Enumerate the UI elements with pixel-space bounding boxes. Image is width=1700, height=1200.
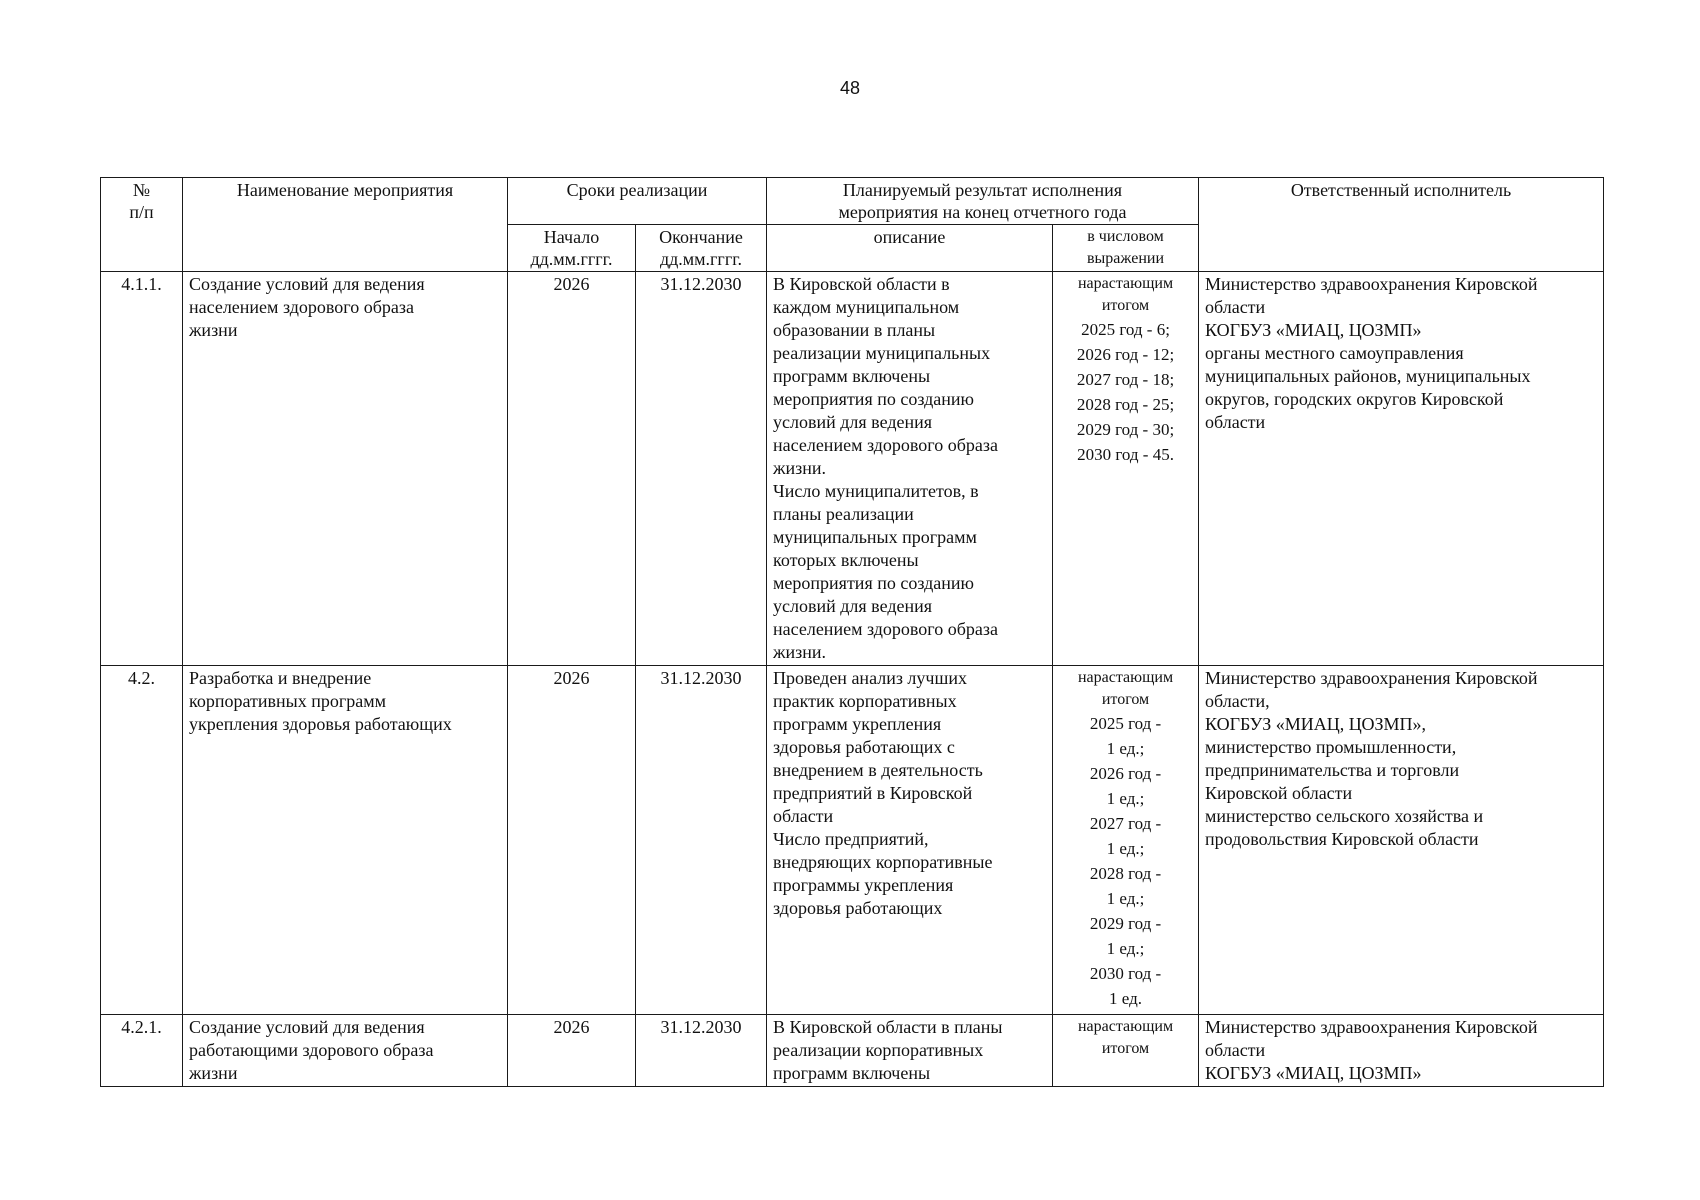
header-row-main: [101, 178, 1604, 225]
row-numeric-cell: [1053, 272, 1199, 666]
row-start: 2026: [508, 1015, 636, 1087]
row-start: 2026: [508, 666, 636, 1015]
row-description: Проведен анализ лучших практик корпоративных программ укрепления здоровья работающих с внедрением в деятельность предприятий в Кировской области Число предприятий, внедряющих корпоративные программы укрепления здоровья работающих: [767, 666, 1053, 1015]
row-numeric-label: нарастающим итогом: [1077, 669, 1174, 708]
header-numeric: в числовом выражении: [1053, 225, 1199, 272]
row-numeric-values: 2025 год - 1 ед.; 2026 год - 1 ед.; 2027 год - 1 ед.; 2028 год - 1 ед.; 2029 год - 1 ед.; 2030 год - 1 ед.: [1089, 714, 1162, 1008]
table-row: [101, 666, 1604, 1015]
page-number: 48: [839, 78, 861, 98]
row-number: 4.2.1.: [101, 1015, 183, 1087]
header-end-date: Окончание дд.мм.гггг.: [636, 225, 767, 272]
header-number: № п/п: [101, 178, 183, 272]
header-name: Наименование мероприятия: [183, 178, 508, 272]
header-responsible: Ответственный исполнитель: [1199, 178, 1604, 272]
row-end: 31.12.2030: [636, 666, 767, 1015]
row-numeric-label: нарастающим итогом: [1077, 1018, 1174, 1057]
row-number: 4.2.: [101, 666, 183, 1015]
row-responsible: Министерство здравоохранения Кировской области, КОГБУЗ «МИАЦ, ЦОЗМП», министерство промышленности, предпринимательства и торговли Кировской области министерство сельского хозяйства и продовольствия Кировской области: [1199, 666, 1604, 1015]
row-description: В Кировской области в планы реализации корпоративных программ включены: [767, 1015, 1053, 1087]
row-numeric-cell: [1053, 666, 1199, 1015]
header-description: описание: [767, 225, 1053, 272]
row-numeric-label: нарастающим итогом: [1077, 275, 1174, 314]
row-numeric-values: 2025 год - 6; 2026 год - 12; 2027 год - 18; 2028 год - 25; 2029 год - 30; 2030 год - 45.: [1076, 320, 1175, 464]
row-name: Создание условий для ведения населением здорового образа жизни: [183, 272, 508, 666]
row-name: Создание условий для ведения работающими здорового образа жизни: [183, 1015, 508, 1087]
table-row: [101, 272, 1604, 666]
row-end: 31.12.2030: [636, 1015, 767, 1087]
row-description: В Кировской области в каждом муниципальном образовании в планы реализации муниципальных программ включены мероприятия по созданию условий для ведения населением здорового образа жизни. Число муниципалитетов, в планы реализации муниципальных программ которых включены мероприятия по созданию условий для ведения населением здорового образа жизни.: [767, 272, 1053, 666]
measures-table: [100, 177, 1604, 1087]
header-start-date: Начало дд.мм.гггг.: [508, 225, 636, 272]
row-start: 2026: [508, 272, 636, 666]
row-responsible: Министерство здравоохранения Кировской области КОГБУЗ «МИАЦ, ЦОЗМП» органы местного самоуправления муниципальных районов, муниципальных округов, городских округов Кировской области: [1199, 272, 1604, 666]
row-responsible: Министерство здравоохранения Кировской области КОГБУЗ «МИАЦ, ЦОЗМП»: [1199, 1015, 1604, 1087]
header-deadlines: Сроки реализации: [508, 178, 767, 225]
row-numeric-cell: [1053, 1015, 1199, 1087]
row-name: Разработка и внедрение корпоративных программ укрепления здоровья работающих: [183, 666, 508, 1015]
row-end: 31.12.2030: [636, 272, 767, 666]
table-row: [101, 1015, 1604, 1087]
header-planned-result: Планируемый результат исполнения мероприятия на конец отчетного года: [767, 178, 1199, 225]
row-number: 4.1.1.: [101, 272, 183, 666]
